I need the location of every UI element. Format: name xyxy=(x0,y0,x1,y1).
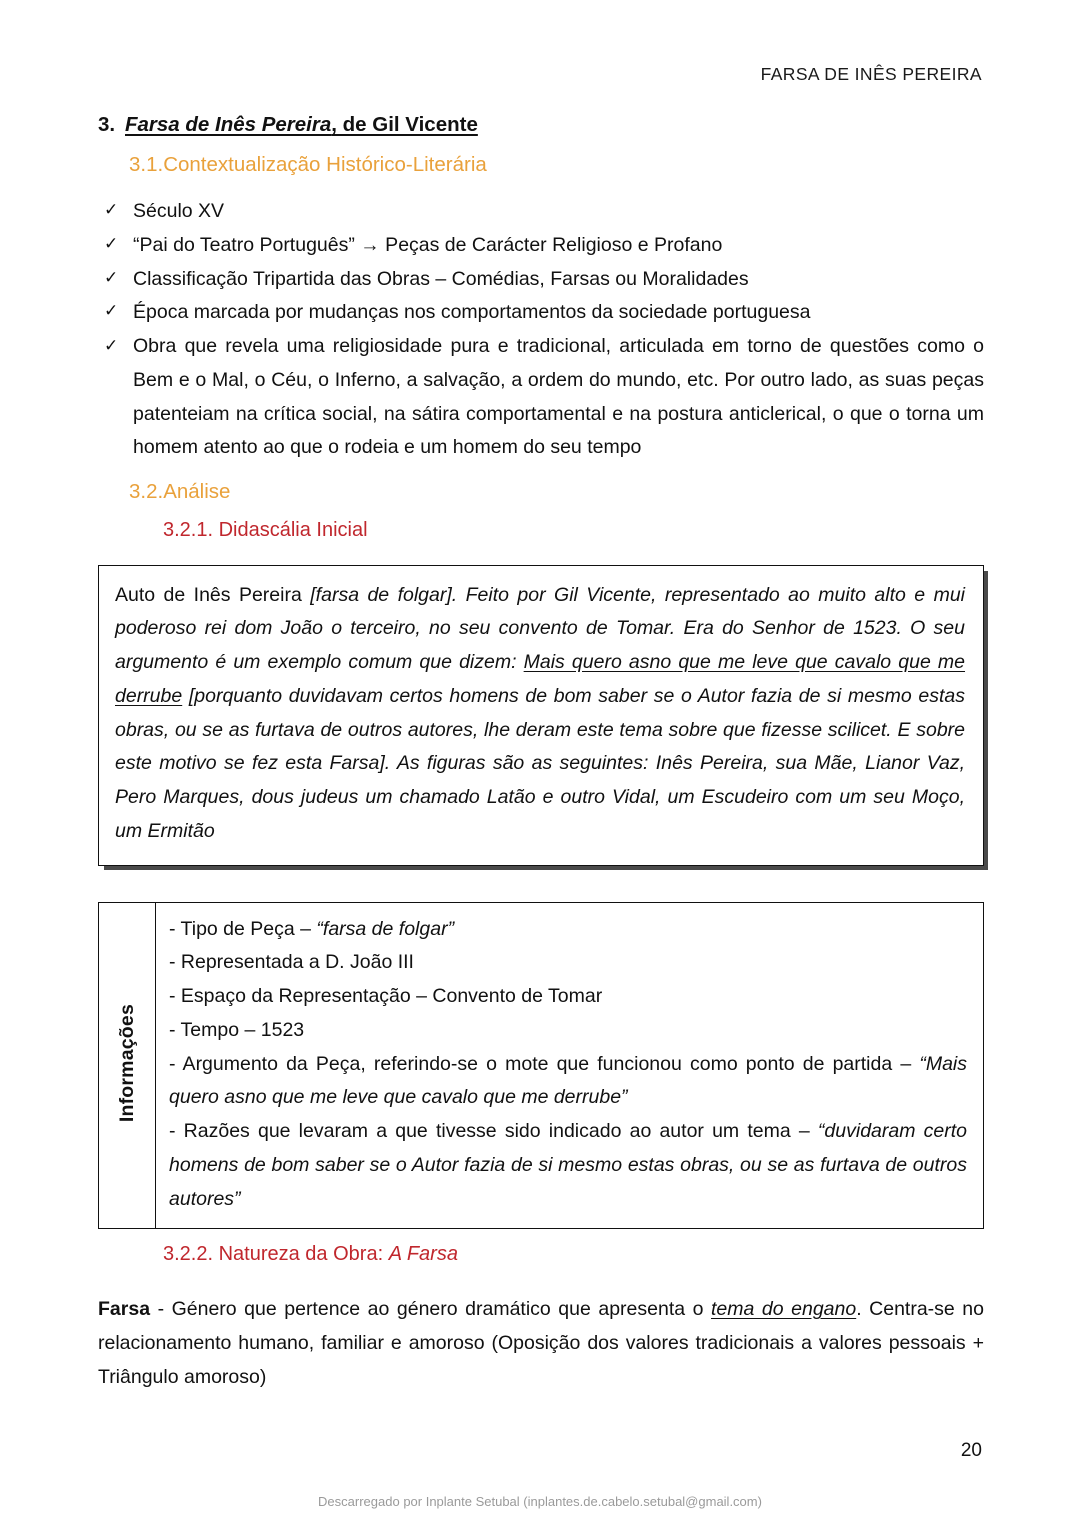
info-line-tipo-de-peca xyxy=(169,913,967,947)
info-line-text: - Argumento da Peça, referindo-se o mote que funcionou como ponto de partida – xyxy=(169,1052,920,1075)
running-header: FARSA DE INÊS PEREIRA xyxy=(760,64,982,84)
check-icon: ✓ xyxy=(104,336,119,356)
farsa-text-1: - Género que pertence ao género dramático que apresenta o xyxy=(150,1298,712,1321)
list-item xyxy=(98,263,984,297)
info-line-italic: “farsa de folgar” xyxy=(316,917,455,940)
farsa-term: Farsa xyxy=(98,1298,151,1321)
list-item-text: Obra que revela uma religiosidade pura e tradicional, articulada em torno de questões como o Bem e o Mal, o Céu, o Inferno, a salvação, a ordem do mundo, etc. Por outro lado, as suas peças patenteiam na crítica social, na sátira comportamental e na postura anticlerical, o que o torna um homem atento ao que o rodeia e um homem do seu tempo xyxy=(133,335,984,459)
quote-underlined-mote: Mais quero asno que me leve que cavalo que me derrube xyxy=(115,651,966,707)
check-icon: ✓ xyxy=(104,233,119,253)
list-item-text: Classificação Tripartida das Obras – Comédias, Farsas ou Moralidades xyxy=(133,267,749,290)
farsa-text-2: . Centra-se no relacionamento humano, familiar e amoroso (Oposição dos valores tradicionais a valores pessoais + Triângulo amoroso) xyxy=(98,1298,984,1388)
quote-italic-part-1: [farsa de folgar]. Feito por Gil Vicente, representado ao muito alto e mui poderoso rei dom João o terceiro, no seu convento de Tomar. Era do Senhor de 1523. O seu argumento é um exemplo comum que dizem: xyxy=(115,583,965,674)
quote-italic-part-2: [porquanto duvidavam certos homens de bom saber se o Autor fazia de si mesmo estas obras, ou se as furtava de outros autores, lhe deram este tema sobre que fizesse scilicet. E sobre este motivo se fez esta Farsa]. As figuras são as seguintes: Inês Pereira, sua Mãe, Lianor Vaz, Pero Marques, dous judeus um chamado Latão e outro Vidal, um Escudeiro com um seu Moço, um Ermitão xyxy=(115,684,965,842)
table-body-cell xyxy=(156,902,984,1229)
page-title-work: Farsa de Inês Pereira xyxy=(125,113,332,136)
check-icon: ✓ xyxy=(104,200,119,220)
page-title xyxy=(98,112,984,138)
farsa-tema-do-engano: tema do engano xyxy=(711,1298,857,1321)
heading-3-2: 3.2.Análise xyxy=(129,480,231,504)
info-line-argumento xyxy=(169,1048,967,1115)
heading-3-2-2-italic: A Farsa xyxy=(388,1243,458,1266)
page-title-number: 3. xyxy=(98,113,116,136)
informacoes-lines xyxy=(169,913,967,1217)
quote-roman-lead: Auto de Inês Pereira xyxy=(115,583,311,606)
table-row xyxy=(99,902,984,1229)
list-item xyxy=(98,296,984,330)
list-item-text: Época marcada por mudanças nos comportamentos da sociedade portuguesa xyxy=(133,301,811,324)
list-item-text: “Pai do Teatro Português” → Peças de Carácter Religioso e Profano xyxy=(133,233,723,256)
heading-3-2-2-prefix: 3.2.2. Natureza da Obra: xyxy=(163,1243,389,1266)
check-icon: ✓ xyxy=(104,301,119,321)
check-icon: ✓ xyxy=(104,267,119,287)
heading-3-1: 3.1.Contextualização Histórico-Literária xyxy=(129,152,487,176)
list-item-text: Século XV xyxy=(133,200,225,223)
info-line-tempo: - Tempo – 1523 xyxy=(169,1018,305,1041)
informacoes-table xyxy=(98,902,984,1230)
info-line-representada: - Representada a D. João III xyxy=(169,951,414,974)
farsa-definition-paragraph xyxy=(98,1293,984,1394)
info-line-italic: “duvidaram certo homens de bom saber se o Autor fazia de si mesmo estas obras, ou se as furtava de outros autores” xyxy=(169,1120,967,1210)
list-item xyxy=(98,330,984,465)
heading-3-2-2 xyxy=(163,1242,984,1267)
info-line-italic: “Mais quero asno que me leve que cavalo que me derrube” xyxy=(169,1052,967,1109)
table-label-cell xyxy=(99,902,156,1229)
info-line-text: - Tipo de Peça – xyxy=(169,917,317,940)
info-line-razoes xyxy=(169,1115,967,1216)
page-number: 20 xyxy=(960,1440,982,1461)
page-content xyxy=(98,112,984,1394)
list-item xyxy=(98,195,984,229)
info-line-espaco: - Espaço da Representação – Convento de Tomar xyxy=(169,985,603,1008)
page-title-text xyxy=(125,112,478,138)
informacoes-vertical-label: Informações xyxy=(115,1003,138,1122)
didascalia-quote-box xyxy=(98,565,984,866)
page-title-author: , de Gil Vicente xyxy=(331,113,478,136)
contextualizacao-list xyxy=(98,195,984,465)
heading-3-2-1: 3.2.1. Didascália Inicial xyxy=(163,518,368,541)
footer-download-note: Descarregado por Inplante Setubal (inplantes.de.cabelo.setubal@gmail.com) xyxy=(318,1494,762,1509)
info-line-text: - Razões que levaram a que tivesse sido indicado ao autor um tema – xyxy=(169,1120,818,1143)
list-item xyxy=(98,229,984,263)
